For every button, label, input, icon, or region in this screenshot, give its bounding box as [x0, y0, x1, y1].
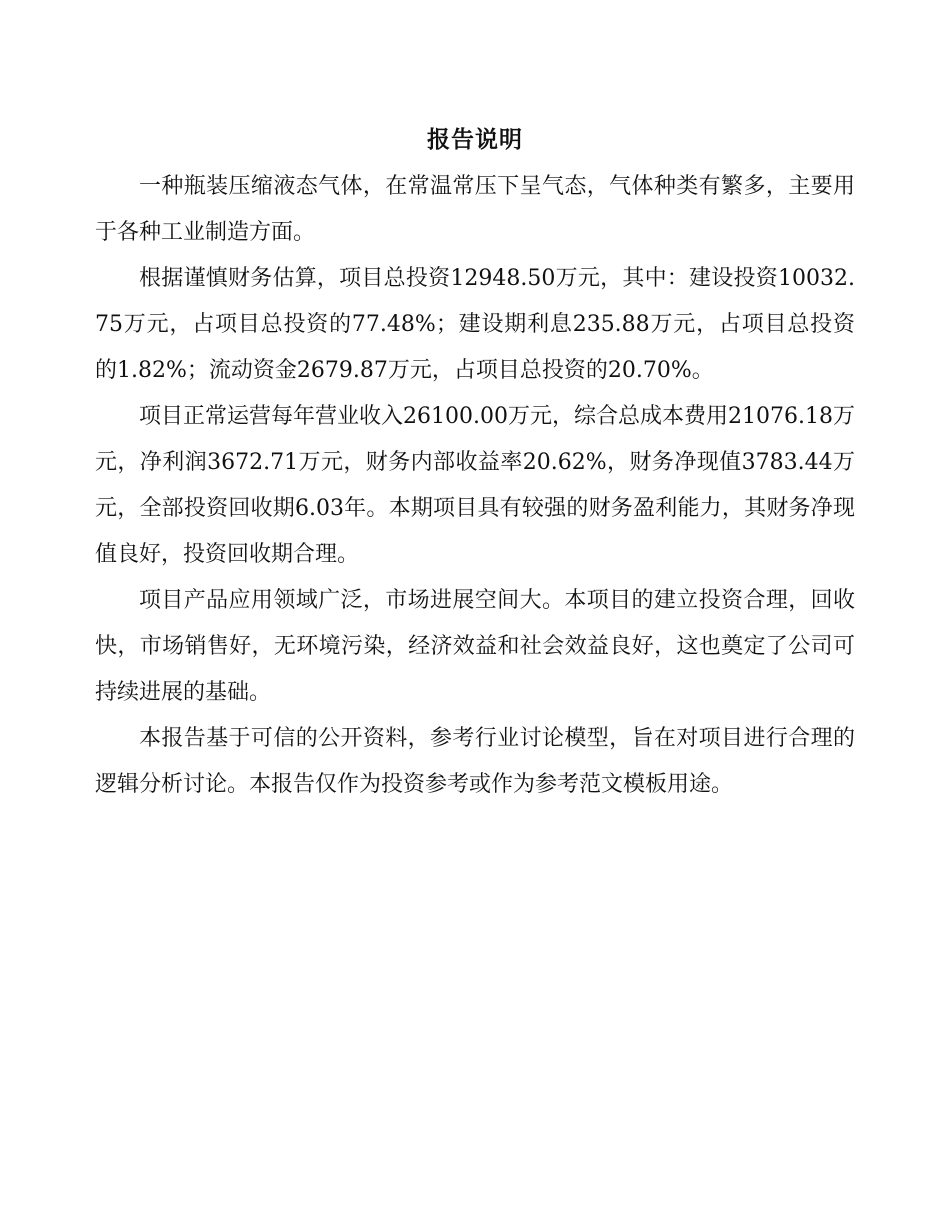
- report-page: [95, 118, 855, 808]
- paragraph-market: 项目产品应用领域广泛，市场进展空间大。本项目的建立投资合理，回收快，市场销售好，无环境污染，经济效益和社会效益良好，这也奠定了公司可持续进展的基础。: [95, 588, 855, 705]
- paragraph-disclaimer: 本报告基于可信的公开资料，参考行业讨论模型，旨在对项目进行合理的逻辑分析讨论。本报告仅作为投资参考或作为参考范文模板用途。: [95, 726, 855, 797]
- paragraph-overview: 一种瓶装压缩液态气体，在常温常压下呈气态，气体种类有繁多，主要用于各种工业制造方面。: [95, 174, 855, 245]
- paragraph-operations: 项目正常运营每年营业收入26100.00万元，综合总成本费用21076.18万元，净利润3672.71万元，财务内部收益率20.62%，财务净现值3783.44万元，全部投资回收期6.03年。本期项目具有较强的财务盈利能力，其财务净现值良好，投资回收期合理。: [95, 404, 855, 567]
- page-title: 报告说明: [427, 126, 523, 153]
- paragraph-investment: 根据谨慎财务估算，项目总投资12948.50万元，其中：建设投资10032.75万元，占项目总投资的77.48%；建设期利息235.88万元，占项目总投资的1.82%；流动资金2679.87万元，占项目总投资的20.70%。: [95, 266, 855, 383]
